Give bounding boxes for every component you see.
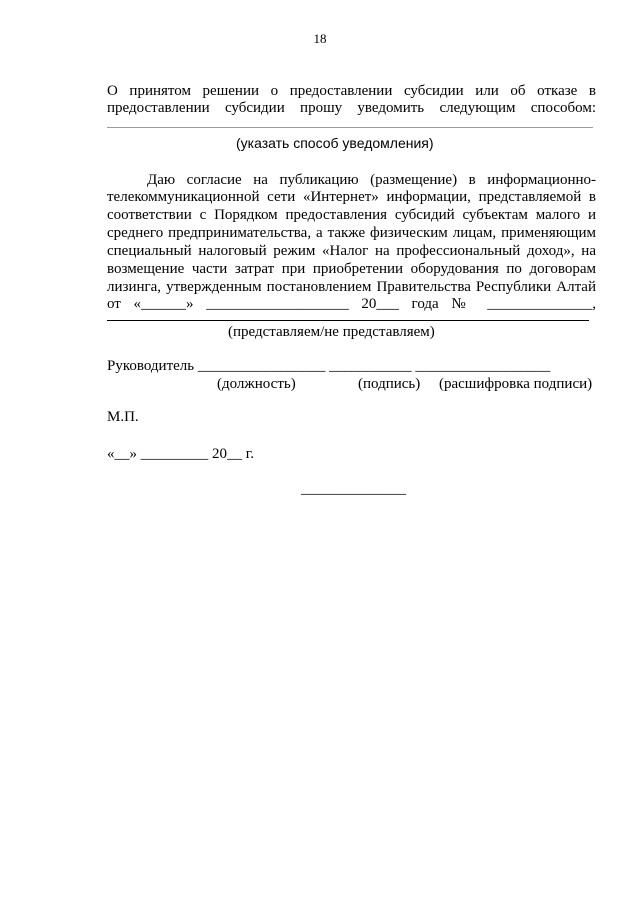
date-line: «__» _________ 20__ г. [107, 446, 254, 462]
request-paragraph-line: предоставлении субсидии прошу уведомить следующим способом: [107, 100, 596, 116]
position-caption: (должность) [217, 376, 296, 392]
consent-paragraph-line: лизинга, утвержденным постановлением Правительства Республики Алтай [107, 279, 596, 295]
consent-paragraph-line: соответствии с Порядком предоставления субсидий субъектам малого и [107, 207, 596, 223]
separator-line: ______________ [301, 481, 406, 497]
consent-paragraph-line: среднего предпринимательства, а также физическим лицам, применяющим [107, 225, 596, 241]
notification-caption: (указать способ уведомления) [236, 135, 434, 151]
signature-line: Руководитель _________________ ___________ __________________ [107, 358, 551, 374]
consent-paragraph-line: специальный налоговый режим «Налог на профессиональный доход», на [107, 243, 596, 259]
page-number: 18 [313, 31, 327, 46]
request-paragraph-line: О принятом решении о предоставлении субсидии или об отказе в [107, 83, 596, 99]
represent-field [107, 320, 589, 321]
consent-paragraph-line: телекоммуникационной сети «Интернет» информации, представляемой в [107, 189, 596, 205]
represent-caption: (представляем/не представляем) [228, 324, 435, 340]
consent-paragraph-line: Даю согласие на публикацию (размещение) в информационно- [147, 172, 596, 188]
decoding-caption: (расшифровка подписи) [439, 376, 593, 392]
consent-date-line: от «______» ___________________ 20___ года № ______________, [107, 296, 596, 312]
seal-mark: М.П. [107, 409, 139, 425]
consent-paragraph-line: возмещение части затрат при приобретении оборудования по договорам [107, 261, 596, 277]
notification-method-field [107, 127, 593, 128]
signature-caption: (подпись) [358, 376, 421, 392]
